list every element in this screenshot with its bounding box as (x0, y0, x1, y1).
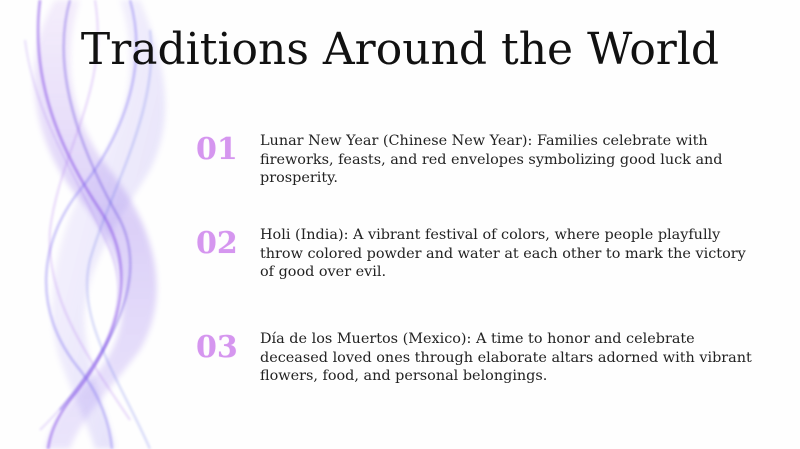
slide-title: Traditions Around the World (80, 24, 720, 75)
list-item (196, 226, 756, 286)
item-number: 03 (196, 330, 238, 365)
item-number: 02 (196, 226, 238, 261)
item-description: Holi (India): A vibrant festival of colors, where people playfully throw colored powder and water at each other to mark the victory of good over evil. (260, 227, 746, 280)
list-item (196, 330, 756, 390)
item-number: 01 (196, 132, 238, 167)
list-item (196, 132, 756, 192)
item-description: Día de los Muertos (Mexico): A time to honor and celebrate deceased loved ones through elaborate altars adorned with vibrant flowers, food, and personal belongings. (260, 331, 752, 384)
item-description: Lunar New Year (Chinese New Year): Families celebrate with fireworks, feasts, and red envelopes symbolizing good luck and prosperity. (260, 133, 723, 186)
